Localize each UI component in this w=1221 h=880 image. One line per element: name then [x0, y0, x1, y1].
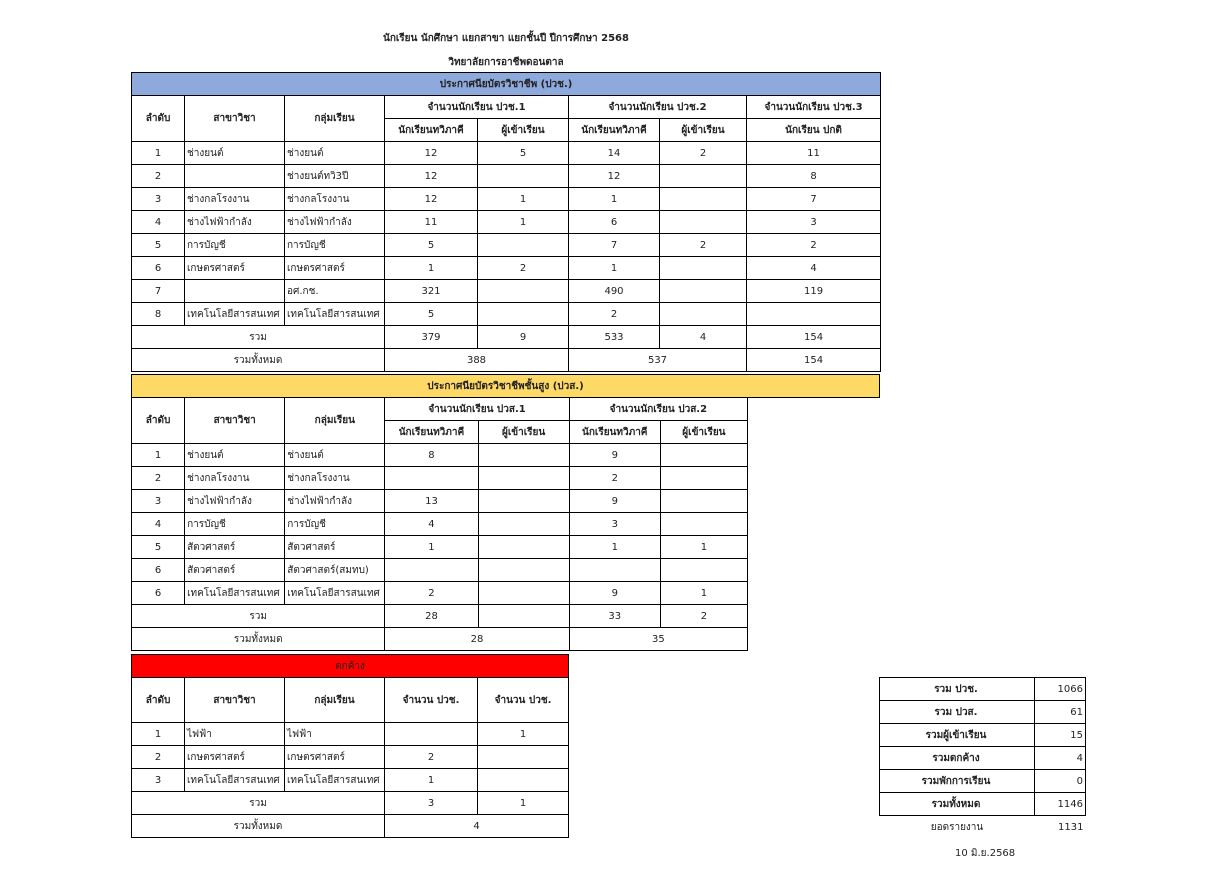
summary-label: รวม ปวช.	[880, 678, 1035, 701]
pvc-cell: 2	[747, 234, 881, 257]
pvs-cell: สัตวศาสตร์	[285, 536, 385, 559]
pvs-cell	[660, 444, 747, 467]
pvs-cell: เทคโนโลยีสารสนเทศ	[285, 582, 385, 605]
pvc-header-order: ลำดับ	[132, 96, 185, 142]
pvs-header-attend-2: ผู้เข้าเรียน	[660, 421, 747, 444]
failed-header-group: กลุ่มเรียน	[285, 678, 385, 723]
summary-row	[880, 701, 1086, 724]
pvc-total-cell: 537	[569, 349, 747, 372]
pvc-cell	[185, 280, 285, 303]
summary-value: 61	[1035, 701, 1086, 724]
pvc-total-cell: 154	[747, 349, 881, 372]
failed-row	[132, 769, 569, 792]
pvc-cell: 7	[747, 188, 881, 211]
pvc-cell	[478, 280, 569, 303]
failed-cell: 1	[132, 723, 185, 746]
pvc-cell: เกษตรศาสตร์	[285, 257, 385, 280]
pvc-cell: 3	[747, 211, 881, 234]
failed-row	[132, 746, 569, 769]
pvc-cell	[478, 303, 569, 326]
pvc-cell: ช่างไฟฟ้ากำลัง	[285, 211, 385, 234]
failed-header-order: ลำดับ	[132, 678, 185, 723]
report-value: 1131	[1058, 821, 1084, 833]
pvs-cell	[478, 467, 569, 490]
pvc-cell: 6	[569, 211, 660, 234]
pvc-cell: 2	[660, 234, 747, 257]
failed-cell	[385, 723, 478, 746]
failed-row	[132, 723, 569, 746]
pvs-cell	[478, 490, 569, 513]
pvc-cell	[660, 280, 747, 303]
pvs-row	[132, 513, 748, 536]
pvc-cell: 12	[569, 165, 660, 188]
pvc-cell	[478, 234, 569, 257]
summary-value: 4	[1035, 747, 1086, 770]
failed-cell: ไฟฟ้า	[285, 723, 385, 746]
failed-header-major: สาขาวิชา	[185, 678, 285, 723]
pvc-header-attend-1: ผู้เข้าเรียน	[478, 119, 569, 142]
pvs-cell	[660, 513, 747, 536]
pvc-cell: 490	[569, 280, 660, 303]
pvs-cell: 4	[385, 513, 478, 536]
pvs-cell: 4	[132, 513, 185, 536]
pvs-cell: ช่างไฟฟ้ากำลัง	[185, 490, 285, 513]
pvs-row	[132, 444, 748, 467]
pvc-cell: การบัญชี	[285, 234, 385, 257]
pvs-cell: 1	[660, 582, 747, 605]
pvs-cell: ช่างกลโรงงาน	[185, 467, 285, 490]
pvc-cell	[747, 303, 881, 326]
pvc-header-y1: จำนวนนักเรียน ปวช.1	[385, 96, 569, 119]
pvc-row	[132, 303, 881, 326]
pvc-cell	[660, 303, 747, 326]
pvs-sum-cell: 33	[569, 605, 660, 628]
summary-value: 1146	[1035, 793, 1086, 816]
pvs-cell: 1	[385, 536, 478, 559]
pvc-cell: ช่างยนต์	[185, 142, 285, 165]
pvc-cell: การบัญชี	[185, 234, 285, 257]
pvc-row	[132, 257, 881, 280]
pvc-cell: 1	[569, 257, 660, 280]
pvs-cell	[478, 444, 569, 467]
pvs-row	[132, 536, 748, 559]
failed-sum-label: รวม	[132, 792, 385, 815]
summary-row	[880, 678, 1086, 701]
pvs-cell	[478, 559, 569, 582]
pvc-header-normal: นักเรียน ปกติ	[747, 119, 881, 142]
pvs-cell: 6	[132, 559, 185, 582]
pvc-cell	[660, 188, 747, 211]
pvs-row	[132, 490, 748, 513]
failed-cell: เกษตรศาสตร์	[285, 746, 385, 769]
pvs-cell: 3	[132, 490, 185, 513]
pvs-cell	[660, 490, 747, 513]
failed-cell: 3	[132, 769, 185, 792]
pvs-total-cell: 28	[385, 628, 569, 651]
pvc-cell: 11	[747, 142, 881, 165]
pvc-cell: 1	[132, 142, 185, 165]
pvs-cell	[478, 513, 569, 536]
summary-row	[880, 770, 1086, 793]
pvc-band: ประกาศนียบัตรวิชาชีพ (ปวช.)	[132, 73, 881, 96]
failed-cell	[478, 769, 569, 792]
pvs-cell: การบัญชี	[185, 513, 285, 536]
pvs-cell	[478, 536, 569, 559]
report-title: นักเรียน นักศึกษา แยกสาขา แยกชั้นปี ปีการศึกษา 2568	[383, 33, 629, 44]
pvc-cell	[660, 165, 747, 188]
pvs-cell: 1	[569, 536, 660, 559]
pvs-row	[132, 559, 748, 582]
pvs-total-label: รวมทั้งหมด	[132, 628, 385, 651]
pvs-cell: 9	[569, 444, 660, 467]
failed-cell: 1	[385, 769, 478, 792]
failed-total-cell: 4	[385, 815, 569, 838]
pvc-cell: 8	[132, 303, 185, 326]
pvs-cell: 6	[132, 582, 185, 605]
pvs-cell: ช่างยนต์	[285, 444, 385, 467]
summary-value: 0	[1035, 770, 1086, 793]
pvc-sum-cell: 379	[385, 326, 478, 349]
pvc-cell: 4	[132, 211, 185, 234]
pvs-cell: 3	[569, 513, 660, 536]
summary-value: 15	[1035, 724, 1086, 747]
failed-cell: เกษตรศาสตร์	[185, 746, 285, 769]
pvc-header-y3: จำนวนนักเรียน ปวช.3	[747, 96, 881, 119]
summary-row	[880, 747, 1086, 770]
failed-cell: ไฟฟ้า	[185, 723, 285, 746]
pvc-cell: 1	[478, 211, 569, 234]
failed-sum-cell: 1	[478, 792, 569, 815]
failed-cell	[478, 746, 569, 769]
failed-total-label: รวมทั้งหมด	[132, 815, 385, 838]
pvc-cell: อศ.กช.	[285, 280, 385, 303]
pvc-cell	[660, 257, 747, 280]
summary-label: รวมพักการเรียน	[880, 770, 1035, 793]
pvc-cell: 7	[132, 280, 185, 303]
pvc-cell: 6	[132, 257, 185, 280]
pvs-header-y1: จำนวนนักเรียน ปวส.1	[385, 398, 569, 421]
pvs-cell	[385, 467, 478, 490]
report-date: 10 มิ.ย.2568	[955, 848, 1016, 859]
pvs-cell: 9	[569, 582, 660, 605]
pvc-header-attend-2: ผู้เข้าเรียน	[660, 119, 747, 142]
pvs-cell: 5	[132, 536, 185, 559]
pvs-row	[132, 467, 748, 490]
pvs-cell: 1	[660, 536, 747, 559]
failed-header-pvc: จำนวน ปวช.	[385, 678, 478, 723]
pvc-row	[132, 142, 881, 165]
pvc-cell: 2	[660, 142, 747, 165]
pvs-header-order: ลำดับ	[132, 398, 185, 444]
pvc-row	[132, 280, 881, 303]
pvc-cell: 5	[385, 234, 478, 257]
pvc-cell: ช่างไฟฟ้ากำลัง	[185, 211, 285, 234]
pvs-cell	[660, 467, 747, 490]
pvc-sum-cell: 9	[478, 326, 569, 349]
pvs-cell: เทคโนโลยีสารสนเทศ	[185, 582, 285, 605]
pvc-cell: เทคโนโลยีสารสนเทศ	[285, 303, 385, 326]
pvc-cell: 14	[569, 142, 660, 165]
pvs-header-dual-1: นักเรียนทวิภาคี	[385, 421, 478, 444]
pvs-cell: ช่างไฟฟ้ากำลัง	[285, 490, 385, 513]
report-label: ยอดรายงาน	[930, 821, 984, 833]
failed-cell: 1	[478, 723, 569, 746]
pvc-cell: 5	[132, 234, 185, 257]
failed-band: ตกค้าง	[132, 655, 569, 678]
pvs-cell: ช่างกลโรงงาน	[285, 467, 385, 490]
pvc-sum-cell: 154	[747, 326, 881, 349]
pvs-cell: สัตวศาสตร์	[185, 559, 285, 582]
pvs-header-group: กลุ่มเรียน	[285, 398, 385, 444]
pvc-cell: 3	[132, 188, 185, 211]
pvs-cell: ช่างยนต์	[185, 444, 285, 467]
pvc-cell: 12	[385, 165, 478, 188]
failed-sum-cell: 3	[385, 792, 478, 815]
pvs-band-table	[131, 374, 880, 398]
pvc-sum-cell: 533	[569, 326, 660, 349]
pvs-cell: 9	[569, 490, 660, 513]
pvc-cell: ช่างกลโรงงาน	[185, 188, 285, 211]
pvs-cell	[660, 559, 747, 582]
pvs-sum-cell: 28	[385, 605, 478, 628]
pvc-cell: 1	[478, 188, 569, 211]
pvs-cell: สัตวศาสตร์(สมทบ)	[285, 559, 385, 582]
pvs-header-dual-2: นักเรียนทวิภาคี	[569, 421, 660, 444]
pvc-table	[131, 72, 881, 372]
pvc-cell: 119	[747, 280, 881, 303]
failed-table	[131, 654, 569, 838]
pvc-cell	[660, 211, 747, 234]
pvc-cell: เกษตรศาสตร์	[185, 257, 285, 280]
pvc-sum-cell: 4	[660, 326, 747, 349]
pvc-cell: 2	[569, 303, 660, 326]
pvs-cell: 2	[569, 467, 660, 490]
pvc-row	[132, 211, 881, 234]
pvc-sum-label: รวม	[132, 326, 385, 349]
pvs-cell: 2	[385, 582, 478, 605]
pvc-cell: 5	[478, 142, 569, 165]
pvc-cell: 2	[478, 257, 569, 280]
pvs-sum-cell: 2	[660, 605, 747, 628]
pvs-cell: สัตวศาสตร์	[185, 536, 285, 559]
summary-label: รวมตกค้าง	[880, 747, 1035, 770]
pvs-cell	[478, 582, 569, 605]
pvc-cell	[185, 165, 285, 188]
pvs-cell: การบัญชี	[285, 513, 385, 536]
pvc-cell: 1	[385, 257, 478, 280]
pvc-cell: 1	[569, 188, 660, 211]
pvc-cell: เทคโนโลยีสารสนเทศ	[185, 303, 285, 326]
pvs-header-major: สาขาวิชา	[185, 398, 285, 444]
pvc-row	[132, 165, 881, 188]
pvs-header-y2: จำนวนนักเรียน ปวส.2	[569, 398, 747, 421]
pvc-header-y2: จำนวนนักเรียน ปวช.2	[569, 96, 747, 119]
summary-row	[880, 793, 1086, 816]
pvc-header-dual-1: นักเรียนทวิภาคี	[385, 119, 478, 142]
summary-value: 1066	[1035, 678, 1086, 701]
pvc-cell: 7	[569, 234, 660, 257]
pvs-total-cell: 35	[569, 628, 747, 651]
failed-header-pvc2: จำนวน ปวช.	[478, 678, 569, 723]
pvc-cell: 5	[385, 303, 478, 326]
summary-table	[879, 677, 1086, 838]
pvc-total-cell: 388	[385, 349, 569, 372]
pvc-cell: 11	[385, 211, 478, 234]
pvs-cell: 8	[385, 444, 478, 467]
pvs-header-attend-1: ผู้เข้าเรียน	[478, 421, 569, 444]
failed-cell: เทคโนโลยีสารสนเทศ	[285, 769, 385, 792]
failed-cell: 2	[132, 746, 185, 769]
pvs-sum-cell	[478, 605, 569, 628]
pvc-cell	[478, 165, 569, 188]
pvs-cell: 1	[132, 444, 185, 467]
pvs-table	[131, 397, 748, 651]
pvs-band: ประกาศนียบัตรวิชาชีพชั้นสูง (ปวส.)	[132, 375, 880, 398]
pvc-cell: ช่างกลโรงงาน	[285, 188, 385, 211]
summary-label: รวมทั้งหมด	[880, 793, 1035, 816]
pvc-header-group: กลุ่มเรียน	[285, 96, 385, 142]
pvc-cell: 8	[747, 165, 881, 188]
pvc-cell: ช่างยนต์	[285, 142, 385, 165]
pvc-cell: ช่างยนต์ทวิ3ปี	[285, 165, 385, 188]
pvc-cell: 12	[385, 142, 478, 165]
failed-cell: เทคโนโลยีสารสนเทศ	[185, 769, 285, 792]
college-name: วิทยาลัยการอาชีพดอนตาล	[448, 57, 564, 68]
pvc-cell: 2	[132, 165, 185, 188]
pvc-header-major: สาขาวิชา	[185, 96, 285, 142]
summary-label: รวม ปวส.	[880, 701, 1035, 724]
pvc-cell: 4	[747, 257, 881, 280]
pvs-cell	[385, 559, 478, 582]
pvc-row	[132, 188, 881, 211]
pvc-cell: 12	[385, 188, 478, 211]
pvs-cell: 13	[385, 490, 478, 513]
pvc-cell: 321	[385, 280, 478, 303]
pvc-header-dual-2: นักเรียนทวิภาคี	[569, 119, 660, 142]
pvc-total-label: รวมทั้งหมด	[132, 349, 385, 372]
pvc-row	[132, 234, 881, 257]
pvs-cell	[569, 559, 660, 582]
pvs-row	[132, 582, 748, 605]
pvs-sum-label: รวม	[132, 605, 385, 628]
summary-row	[880, 724, 1086, 747]
pvs-cell: 2	[132, 467, 185, 490]
summary-label: รวมผู้เข้าเรียน	[880, 724, 1035, 747]
failed-cell: 2	[385, 746, 478, 769]
